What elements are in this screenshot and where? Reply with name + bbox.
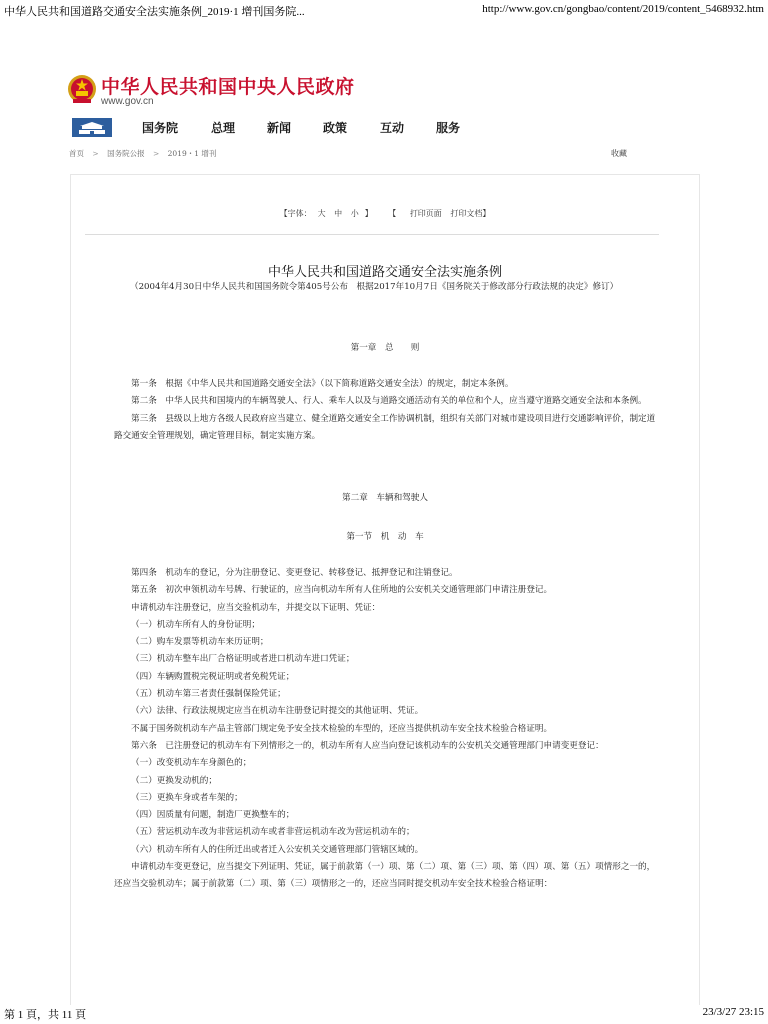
list-item: （三）更换车身或者车架的； [131, 792, 243, 803]
chevron-right-icon: > [92, 149, 99, 158]
toolbar-bracket: 】 [364, 209, 373, 218]
article-paragraph: 申请机动车注册登记，应当交验机动车，并提交以下证明、凭证： [131, 602, 381, 613]
collect-button[interactable]: 收藏 [611, 149, 627, 158]
list-item: （六）机动车所有人的住所迁出或者迁入公安机关交通管理部门管辖区域的。 [131, 844, 424, 855]
print-timestamp: 23/3/27 23:15 [702, 1006, 764, 1018]
page-counter: 第 1 頁，共 11 頁 [4, 1009, 87, 1021]
list-item: （四）车辆购置税完税证明或者免税凭证； [131, 671, 295, 682]
article-paragraph: 第二条 中华人民共和国境内的车辆驾驶人、行人、乘车人以及与道路交通活动有关的单位和个人，应当遵守道路交通安全法和本条例。 [131, 396, 647, 407]
font-size-large[interactable]: 大 [317, 209, 326, 218]
article-paragraph: 第三条 县级以上地方各级人民政府应当建立、健全道路交通安全工作协调机制，组织有关部门对城市建设项目进行交通影响评价，制定道路交通安全管理规划，确定管理目标，制定实施方案。 [114, 413, 656, 441]
tiananmen-icon[interactable] [72, 118, 112, 137]
breadcrumb-issue[interactable]: 2019・1 增刊 [167, 149, 217, 158]
toolbar-bracket: 【 [388, 209, 397, 218]
document-subtitle: （2004年4月30日中华人民共和国国务院令第405号公布 根据2017年10月7日《国务院关于修改部分行政法规的决定》修订） [130, 282, 619, 292]
font-size-small[interactable]: 小 [350, 209, 359, 218]
article-paragraph: 第四条 机动车的登记，分为注册登记、变更登记、转移登记、抵押登记和注销登记。 [131, 568, 458, 578]
article-paragraph: 申请机动车变更登记，应当提交下列证明、凭证，属于前款第（一）项、第（二）项、第（三）项、第（四）项、第（五）项情形之一的，还应当交验机动车；属于前款第（二）项、第（三）项情形之一的，还应当同时提交机动车安全技术检验合格证明： [114, 862, 656, 890]
site-name[interactable]: 中华人民共和国中央人民政府 [101, 76, 355, 98]
list-item: （一）机动车所有人的身份证明； [131, 619, 260, 630]
national-emblem-icon[interactable] [67, 74, 97, 106]
site-url: www.gov.cn [101, 96, 154, 107]
print-footer [0, 1002, 768, 1024]
chapter-heading: 第一章 总 则 [350, 343, 420, 353]
list-item: （四）因质量有问题，制造厂更换整车的； [131, 810, 295, 821]
nav-item-interaction[interactable]: 互动 [380, 121, 405, 135]
list-item: （二）更换发动机的； [131, 775, 217, 786]
article-toolbar [71, 208, 699, 219]
print-header [0, 0, 768, 20]
article-body [114, 565, 659, 894]
nav-item-news[interactable]: 新闻 [267, 121, 292, 135]
breadcrumb-gazette[interactable]: 国务院公报 [107, 149, 145, 158]
article-paragraph: 不属于国务院机动车产品主管部门规定免予安全技术检验的车型的，还应当提供机动车安全技术检验合格证明。 [131, 723, 553, 734]
article-paragraph: 第六条 已注册登记的机动车有下列情形之一的，机动车所有人应当向登记该机动车的公安机关交通管理部门申请变更登记： [131, 740, 604, 751]
list-item: （一）改变机动车车身颜色的； [131, 758, 252, 769]
breadcrumb-home[interactable]: 首页 [69, 149, 84, 158]
document-title: 中华人民共和国道路交通安全法实施条例 [267, 265, 502, 280]
breadcrumb [69, 148, 216, 159]
article-paragraph: 第一条 根据《中华人民共和国道路交通安全法》（以下简称道路交通安全法）的规定，制定本条例。 [131, 379, 514, 389]
chapter-heading: 第二章 车辆和驾驶人 [342, 493, 428, 503]
font-size-label: 【字体： [279, 209, 312, 218]
nav-item-state-council[interactable]: 国务院 [142, 121, 179, 135]
print-doc-button[interactable]: 打印文档】 [450, 209, 491, 218]
divider [85, 234, 659, 235]
nav-item-services[interactable]: 服务 [436, 121, 461, 135]
nav-item-policy[interactable]: 政策 [323, 121, 348, 135]
print-page-title: 中华人民共和国道路交通安全法实施条例_2019·1 增刊国务院... [4, 6, 305, 18]
print-page-url: http://www.gov.cn/gongbao/content/2019/content_5468932.htm [482, 3, 764, 15]
list-item: （二）购车发票等机动车来历证明； [131, 637, 269, 648]
chevron-right-icon: > [152, 149, 160, 158]
article-body [114, 376, 659, 445]
font-size-medium[interactable]: 中 [334, 209, 343, 218]
main-nav [72, 116, 502, 140]
print-page-button[interactable]: 打印页面 [409, 209, 442, 218]
article-card [70, 174, 700, 1005]
nav-item-premier[interactable]: 总理 [211, 121, 236, 135]
list-item: （五）营运机动车改为非营运机动车或者非营运机动车改为营运机动车的； [131, 827, 415, 838]
section-heading: 第一节 机 动 车 [346, 532, 424, 542]
list-item: （六）法律、行政法规规定应当在机动车注册登记时提交的其他证明、凭证。 [131, 706, 424, 717]
article-paragraph: 第五条 初次申领机动车号牌、行驶证的，应当向机动车所有人住所地的公安机关交通管理部门申请注册登记。 [131, 585, 553, 596]
list-item: （五）机动车第三者责任强制保险凭证； [131, 689, 286, 700]
list-item: （三）机动车整车出厂合格证明或者进口机动车进口凭证； [131, 654, 355, 665]
